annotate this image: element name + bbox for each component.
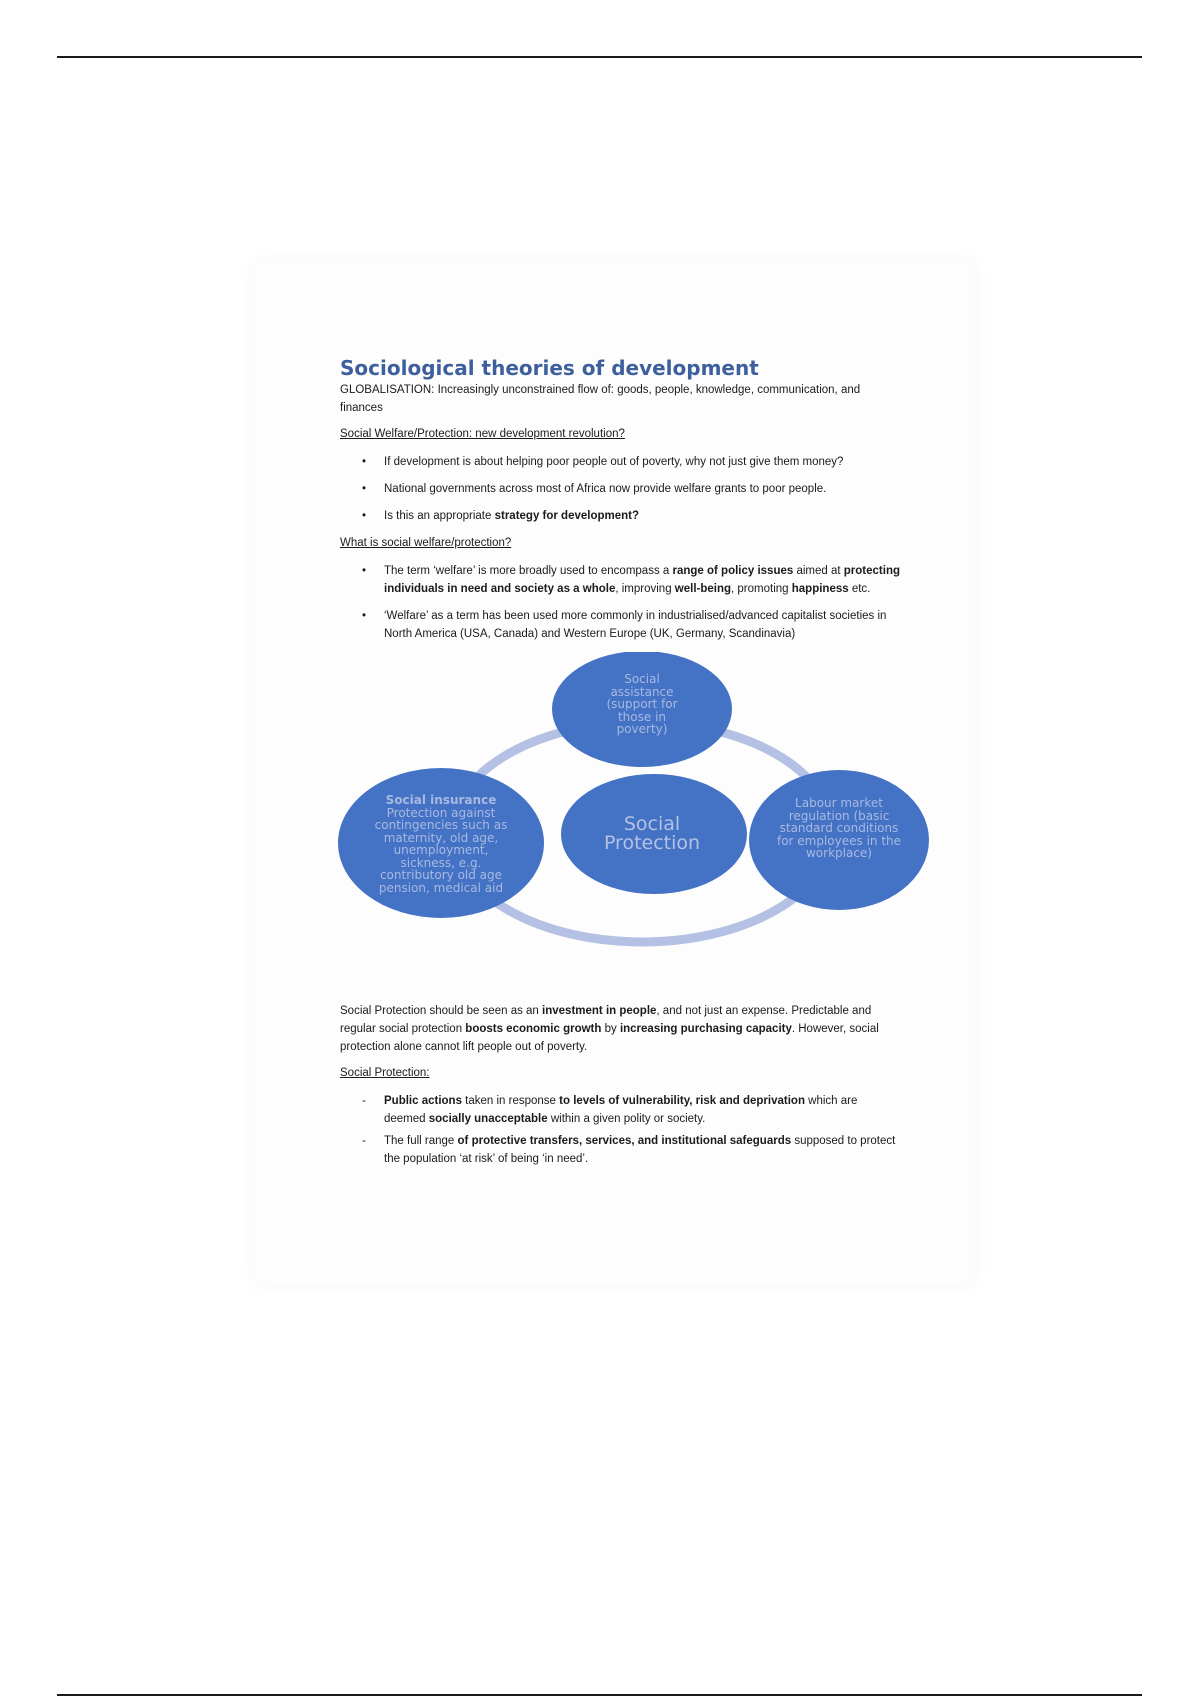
what-is-welfare-list — [340, 562, 900, 643]
list-item: - Public actions taken in response to levels of vulnerability, risk and deprivation which are deemed socially unacceptable within a given polity or society. — [384, 1092, 900, 1128]
list-item: • If development is about helping poor people out of poverty, why not just give them money? — [384, 453, 900, 471]
list-item: • Is this an appropriate strategy for development? — [384, 507, 900, 525]
section-heading-what-is-welfare: What is social welfare/protection? — [340, 537, 512, 549]
social-protection-list — [340, 1092, 900, 1168]
labour-market-label: Labour market regulation (basic standard conditions for employees in the workplace) — [776, 796, 902, 860]
section-heading-welfare-revolution: Social Welfare/Protection: new development revolution? — [340, 428, 625, 440]
top-rule — [57, 56, 1142, 58]
social-protection-diagram — [337, 652, 957, 992]
social-protection-label: Social Protection — [603, 813, 701, 854]
bottom-rule — [57, 1694, 1142, 1696]
page-title: Sociological theories of development — [340, 356, 759, 380]
list-item: • ‘Welfare’ as a term has been used more commonly in industrialised/advanced capitalist societies in North America (USA, Canada) and Western Europe (UK, Germany, Scandinavia) — [384, 607, 900, 643]
page-content — [340, 355, 900, 1176]
investment-paragraph: Social Protection should be seen as an investment in people, and not just an expense. Predictable and regular social protection boosts economic growth by increasing purchasing capacity. However, social protection alone cannot lift people out of poverty. — [340, 1005, 879, 1053]
list-item: • National governments across most of Africa now provide welfare grants to poor people. — [384, 480, 900, 498]
social-insurance-body: Protection against contingencies such as maternity, old age, unemployment, sickness, e.g. contributory old age pension, medical aid — [374, 805, 508, 895]
social-insurance-title: Social insurance — [385, 793, 497, 807]
list-item: • The term ‘welfare’ is more broadly used to encompass a range of policy issues aimed at protecting individuals in need and society as a whole, improving well-being, promoting happiness etc. — [384, 562, 900, 598]
social-insurance-label — [365, 794, 517, 894]
globalisation-definition: GLOBALISATION: Increasingly unconstrained flow of: goods, people, knowledge, communication, and finances — [340, 384, 861, 414]
welfare-revolution-list — [340, 453, 900, 525]
list-item: - The full range of protective transfers, services, and institutional safeguards supposed to protect the population ‘at risk’ of being ‘in need’. — [384, 1132, 900, 1168]
social-assistance-label: Social assistance (support for those in poverty) — [606, 672, 678, 736]
section-heading-social-protection: Social Protection: — [340, 1067, 430, 1079]
